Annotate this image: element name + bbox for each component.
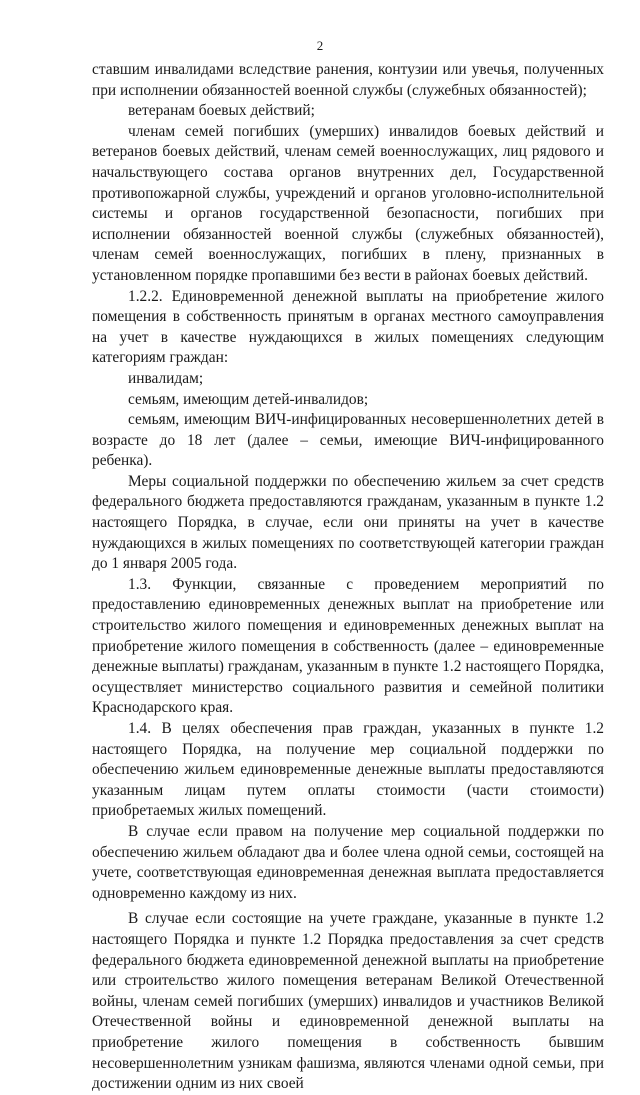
page-number: 2: [316, 38, 324, 53]
paragraph-social-support-measures: Меры социальной поддержки по обеспечению жильем за счет средств федерального бюджета предоставляются гражданам, указанным в пункте 1.2 настоящего Порядка, в случае, если они приняты на учет в качестве нуждающихся в жилых помещениях по соответствующей категории граждан до 1 января 2005 года.: [92, 472, 604, 573]
paragraph-family-members: членам семей погибших (умерших) инвалидов боевых действий и ветеранов боевых действий, членам семей военнослужащих, лиц рядового и начальствующего состава органов внутренних дел, Государственной противопожарной службы, учреждений и органов уголовно-исполнительной системы и органов государственной безопасности, погибших при исполнении обязанностей военной службы (служебных обязанностей), членам семей военнослужащих, погибших в плену, признанных в установленном порядке пропавшими без вести в районах боевых действий.: [92, 122, 604, 284]
paragraph-1-4: 1.4. В целях обеспечения прав граждан, указанных в пункте 1.2 настоящего Порядка, на получение мер социальной поддержки по обеспечению жильем единовременные денежные выплаты предоставляются указанным лицам путем оплаты стоимости (части стоимости) приобретаемых жилых помещений.: [92, 720, 604, 820]
paragraph-wounded-continuation: ставшим инвалидами вследствие ранения, контузии или увечья, полученных при исполнении обязанностей военной службы (служебных обязанностей);: [92, 61, 604, 99]
paragraph-1-3: 1.3. Функции, связанные с проведением мероприятий по предоставлению единовременных денежных выплат на приобретение или строительство жилого помещения и единовременных денежных выплат на приобретение жилого помещения в собственность (далее – единовременные денежные выплаты) гражданам, указанным в пункте 1.2 настоящего Порядка, осуществляет министерство социального развития и семейной политики Краснодарского края.: [92, 575, 604, 717]
paragraph-combat-veterans: ветеранам боевых действий;: [128, 102, 315, 120]
document-body: [92, 60, 604, 1095]
paragraph-1-2-2: 1.2.2. Единовременной денежной выплаты на приобретение жилого помещения в собственность принятым в органах местного самоуправления на учет в качестве нуждающихся в жилых помещениях следующим категориям граждан:: [92, 287, 604, 367]
paragraph-families-hiv-children: семьям, имеющим ВИЧ-инфицированных несовершеннолетних детей в возрасте до 18 лет (далее – семьи, имеющие ВИЧ-инфицированного ребенка).: [92, 411, 604, 470]
paragraph-families-disabled-children: семьям, имеющим детей-инвалидов;: [128, 390, 369, 408]
paragraph-two-family-members: В случае если правом на получение мер социальной поддержки по обеспечению жильем обладают два и более члена одной семьи, состоящей на учете, соответствующая единовременная денежная выплата предоставляется одновременно каждому из них.: [92, 822, 604, 902]
paragraph-invalids: инвалидам;: [128, 369, 204, 387]
paragraph-registered-citizens: В случае если состоящие на учете граждане, указанные в пункте 1.2 настоящего Порядка и пункте 1.2 Порядка предоставления за счет средств федерального бюджета единовременной денежной выплаты на приобретение или строительство жилого помещения ветеранам Великой Отечественной войны, членам семей погибших (умерших) инвалидов и участников Великой Отечественной войны и единовременной денежной выплаты на приобретение жилого помещения в собственность бывшим несовершеннолетним узникам фашизма, являются членами одной семьи, при достижении одним из них своей: [92, 910, 604, 1093]
